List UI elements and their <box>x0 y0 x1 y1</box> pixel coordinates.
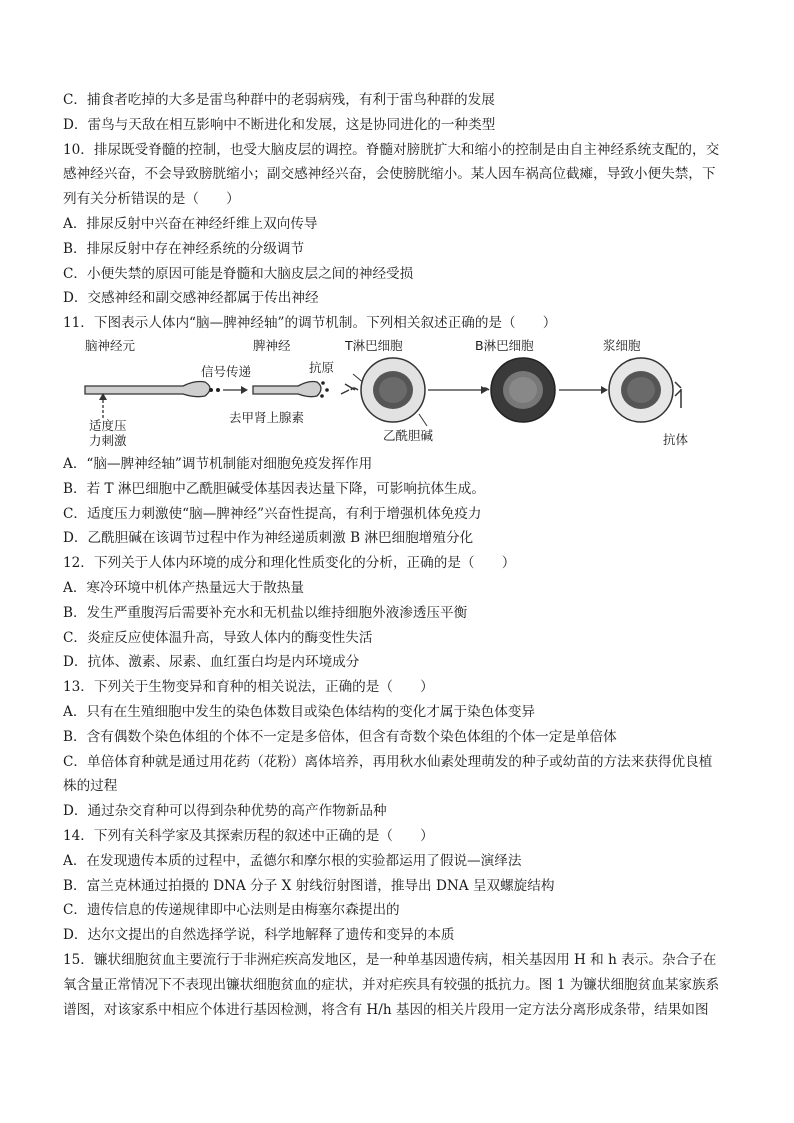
q10-stem-line3: 列有关分析错误的是（ ） <box>63 191 240 208</box>
q12-option-d: D．抗体、激素、尿素、血红蛋白均是内环境成分 <box>63 654 360 671</box>
q11-option-c: C．适度压力刺激使“脑—脾神经”兴奋性提高，有利于增强机体免疫力 <box>63 505 482 522</box>
q12-option-a: A．寒冷环境中机体产热量远大于散热量 <box>63 579 304 596</box>
label-stimulus-2: 力刺激 <box>89 432 127 448</box>
q12-option-c: C．炎症反应使体温升高，导致人体内的酶变性失活 <box>63 629 373 646</box>
q11-option-a: A．“脑—脾神经轴”调节机制能对细胞免疫发挥作用 <box>63 455 373 472</box>
q13-option-b: B．含有偶数个染色体组的个体不一定是多倍体，但含有奇数个染色体组的个体一定是单倍体 <box>63 728 617 745</box>
q15-line2: 氧含量正常情况下不表现出镰状细胞贫血的症状，并对疟疾具有较强的抵抗力。图 1 为镰状细胞贫血某家族系 <box>63 976 720 993</box>
label-brain-neuron: 脑神经元 <box>85 337 136 353</box>
q12-stem: 12．下列关于人体内环境的成分和理化性质变化的分析，正确的是（ ） <box>63 555 516 572</box>
q13-stem: 13．下列关于生物变异和育种的相关说法，正确的是（ ） <box>63 679 434 696</box>
q14-option-c: C．遗传信息的传递规律即中心法则是由梅塞尔森提出的 <box>63 902 400 919</box>
label-norepinephrine: 去甲肾上腺素 <box>229 409 305 425</box>
label-signal: 信号传递 <box>201 363 252 379</box>
q15-line1: 15．镰状细胞贫血主要流行于非洲疟疾高发地区，是一种单基因遗传病，相关基因用 H 和 h 表示。杂合子在 <box>63 951 717 968</box>
spleen-nerve-axon <box>253 381 321 396</box>
exam-page <box>63 88 731 1022</box>
q11-option-d: D．乙酰胆碱在该调节过程中作为神经递质刺激 B 淋巴细胞增殖分化 <box>63 530 474 547</box>
q15-line3: 谱图，对该家系中相应个体进行基因检测，将含有 H/h 基因的相关片段用一定方法分离形成条带，结果如图 <box>63 1001 709 1018</box>
q10-option-a: A．排尿反射中兴奋在神经纤维上双向传导 <box>63 215 318 232</box>
q13-option-c-line2: 株的过程 <box>63 778 118 795</box>
q11-option-b: B．若 T 淋巴细胞中乙酰胆碱受体基因表达量下降，可影响抗体生成。 <box>63 480 485 497</box>
label-antibody: 抗体 <box>663 431 689 447</box>
q10-stem-line1: 10．排尿既受脊髓的控制，也受大脑皮层的调控。脊髓对膀胱扩大和缩小的控制是由自主神经系统支配的，交 <box>63 141 720 158</box>
q13-option-a: A．只有在生殖细胞中发生的染色体数目或染色体结构的变化才属于染色体变异 <box>63 703 536 720</box>
q14-option-a: A．在发现遗传本质的过程中，孟德尔和摩尔根的实验都运用了假说—演绎法 <box>63 852 522 869</box>
antibody-mark <box>675 382 681 408</box>
label-acetylcholine: 乙酰胆碱 <box>383 427 434 443</box>
q10-option-d: D．交感神经和副交感神经都属于传出神经 <box>63 290 319 307</box>
brain-spleen-axis-figure <box>63 338 731 448</box>
q11-stem: 11．下图表示人体内“脑—脾神经轴”的调节机制。下列相关叙述正确的是（ ） <box>63 315 557 332</box>
q10-stem-line2: 感神经兴奋，不会导致膀胱缩小；副交感神经兴奋，会使膀胱缩小。某人因车祸高位截瘫，导致小便失禁，下 <box>63 166 716 183</box>
label-t-cell: T淋巴细胞 <box>345 337 403 353</box>
q10-option-c: C．小便失禁的原因可能是脊髓和大脑皮层之间的神经受损 <box>63 265 414 282</box>
q9-option-d: D．雷鸟与天敌在相互影响中不断进化和发展，这是协同进化的一种类型 <box>63 116 496 133</box>
label-b-cell: B淋巴细胞 <box>475 337 534 353</box>
q13-option-c-line1: C．单倍体育种就是通过用花药（花粉）离体培养，再用秋水仙素处理萌发的种子或幼苗的方法来获得优良植 <box>63 753 713 770</box>
q14-stem: 14．下列有关科学家及其探索历程的叙述中正确的是（ ） <box>63 827 434 844</box>
label-plasma-cell: 浆细胞 <box>603 337 641 353</box>
q14-option-b: B．富兰克林通过拍摄的 DNA 分子 X 射线衍射图谱，推导出 DNA 呈双螺旋结构 <box>63 877 555 894</box>
antigen-mark <box>341 384 355 394</box>
q13-option-d: D．通过杂交育种可以得到杂种优势的高产作物新品种 <box>63 803 387 820</box>
label-antigen: 抗原 <box>309 359 335 375</box>
q14-option-d: D．达尔文提出的自然选择学说，科学地解释了遗传和变异的本质 <box>63 927 455 944</box>
q12-option-b: B．发生严重腹泻后需要补充水和无机盐以维持细胞外液渗透压平衡 <box>63 604 468 621</box>
q9-option-c: C．捕食者吃掉的大多是雷鸟种群中的老弱病残，有利于雷鸟种群的发展 <box>63 92 495 108</box>
label-spleen-nerve: 脾神经 <box>253 337 291 353</box>
label-stimulus-1: 适度压 <box>89 417 127 433</box>
q10-option-b: B．排尿反射中存在神经系统的分级调节 <box>63 240 305 257</box>
